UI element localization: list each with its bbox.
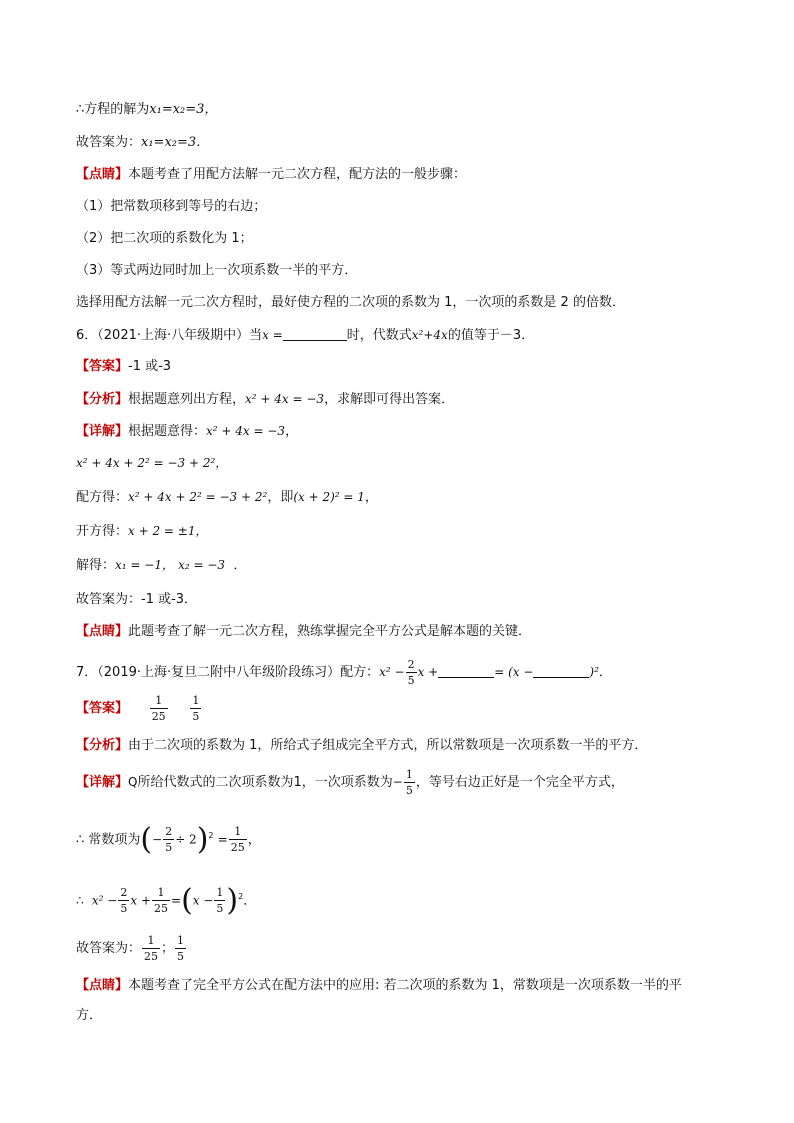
q6-answer: 【答案】-1 或-3 bbox=[76, 359, 172, 374]
q7-comment-cont: 方． bbox=[76, 1008, 103, 1023]
comment-line: 【点睛】本题考查了用配方法解一元二次方程，配方法的一般步骤： bbox=[76, 167, 467, 182]
answer-blank bbox=[283, 326, 347, 341]
fraction: $\frac{2}{5}$ bbox=[120, 886, 128, 916]
step-1: （1）把常数项移到等号的右边； bbox=[76, 199, 267, 214]
q6-analysis: 【分析】根据题意列出方程，x² + 4x = −3，求解即可得出答案． bbox=[76, 392, 455, 407]
q7-constant: ∴ 常数项为(− $\frac{2}{5}$ ÷ 2)$^2$ = $\frac{1}{25}$ ， bbox=[76, 821, 261, 857]
fraction: $\frac{1}{25}$ bbox=[144, 934, 159, 963]
q7-detail: 【详解】Q所给代数式的二次项系数为1，一次项系数为− $\frac{1}{5}$ ，等号右边正好是一个完全平方式， bbox=[76, 768, 624, 797]
fraction: $\frac{2}{5}$ bbox=[407, 658, 415, 687]
fraction: $\frac{1}{5}$ bbox=[192, 694, 200, 723]
q6-complete-square: 配方得：x² + 4x + 2² = −3 + 2²，即(x + 2)² = 1， bbox=[76, 490, 378, 505]
q7-answer: 【答案】 $\frac{1}{25}$ $\frac{1}{5}$ bbox=[76, 694, 200, 723]
q6-detail: 【详解】根据题意得：x² + 4x = −3， bbox=[76, 424, 299, 439]
answer-line: 故答案为：x₁=x₂=3． bbox=[76, 135, 210, 150]
solution-line: ∴方程的解为x₁=x₂=3， bbox=[76, 102, 218, 117]
note-line: 选择用配方法解一元二次方程时，最好使方程的二次项的系数为 1，一次项的系数是 2 的倍数． bbox=[76, 295, 625, 310]
fraction: $\frac{1}{25}$ bbox=[230, 825, 245, 855]
fraction: $\frac{1}{25}$ bbox=[154, 886, 168, 916]
q6-comment: 【点睛】此题考查了解一元二次方程，熟练掌握完全平方公式是解本题的关键． bbox=[76, 624, 532, 639]
q7-comment: 【点睛】本题考查了完全平方公式在配方法中的应用: 若二次项的系数为 1，常数项是一次项系数一半的平 bbox=[76, 978, 682, 993]
question-6: 6．（2021·上海·八年级期中）当x = 时，代数式x²+4x的值等于－3． bbox=[76, 328, 535, 343]
q6-final: 故答案为：-1 或-3． bbox=[76, 592, 198, 607]
answer-blank bbox=[533, 663, 589, 678]
q7-final: 故答案为： $\frac{1}{25}$ ； $\frac{1}{5}$ bbox=[76, 934, 185, 963]
fraction: $\frac{1}{5}$ bbox=[405, 768, 413, 797]
step-2: （2）把二次项的系数化为 1； bbox=[76, 231, 253, 246]
answer-blank bbox=[438, 663, 494, 678]
fraction: $\frac{2}{5}$ bbox=[165, 825, 173, 855]
question-7: 7．（2019·上海·复旦二附中八年级阶段练习）配方：x² − $\frac{2}{5}$ x + = (x − )²． bbox=[76, 658, 612, 687]
fraction: $\frac{1}{5}$ bbox=[177, 934, 185, 963]
q6-root: 开方得：x + 2 = ±1， bbox=[76, 524, 208, 539]
q6-step-line: x² + 4x + 2² = −3 + 2²， bbox=[76, 456, 228, 470]
q6-solve: 解得：x₁ = −1， x₂ = −3 ． bbox=[76, 558, 247, 573]
fraction: $\frac{1}{5}$ bbox=[216, 886, 224, 916]
step-3: （3）等式两边同时加上一次项系数一半的平方． bbox=[76, 263, 358, 278]
q7-analysis: 【分析】由于二次项的系数为 1，所给式子组成完全平方式，所以常数项是一次项系数一半的平方． bbox=[76, 738, 648, 753]
q7-result: ∴ x² − $\frac{2}{5}$ x + $\frac{1}{25}$ =(x − $\frac{1}{5}$ )$^2$． bbox=[76, 882, 257, 918]
fraction: $\frac{1}{25}$ bbox=[151, 694, 166, 723]
